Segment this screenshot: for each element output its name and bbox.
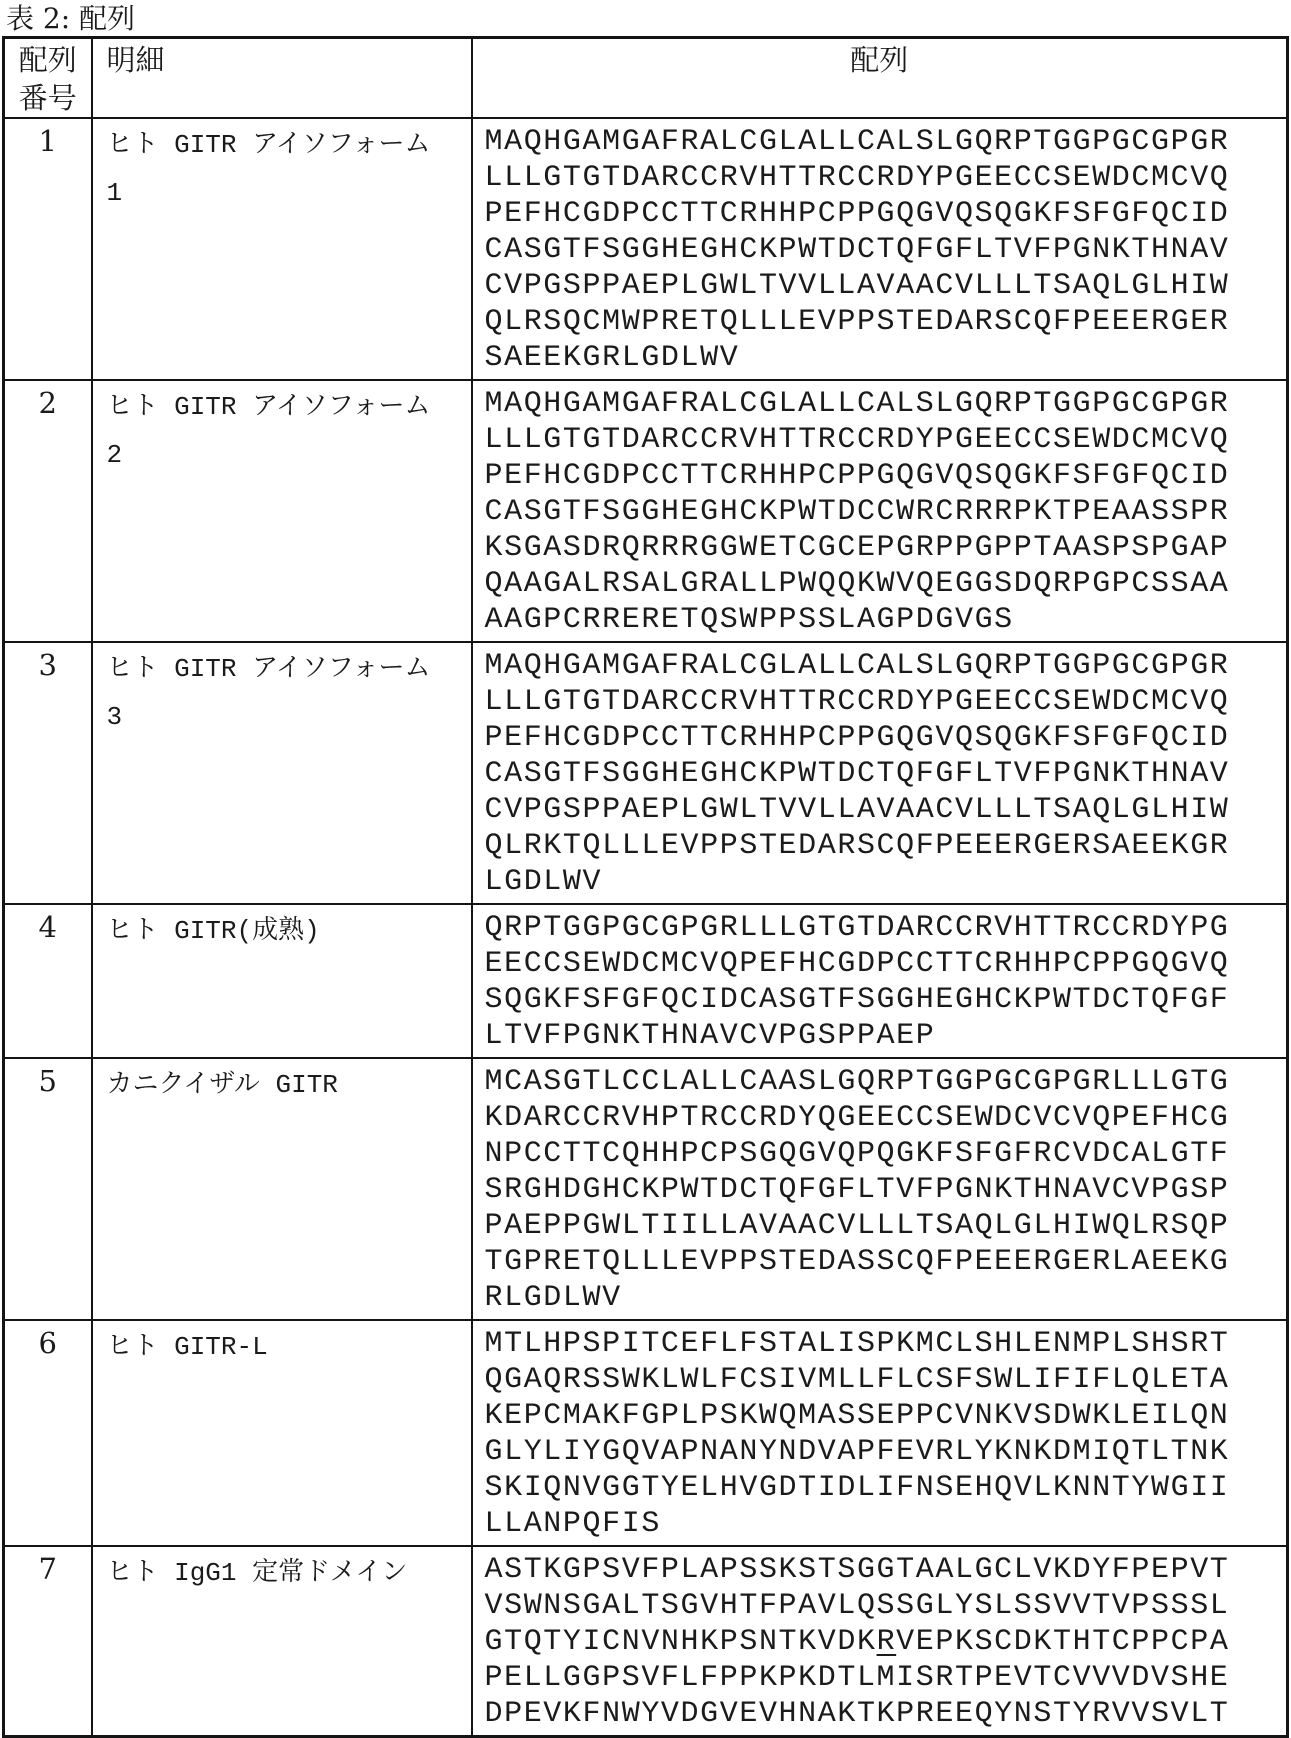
sequence-line: PEFHCGDPCCTTCRHHPCPPGQGVQSQGKFSFGFQCID (484, 459, 1230, 493)
sequence-line: PEFHCGDPCCTTCRHHPCPPGQGVQSQGKFSFGFQCID (484, 721, 1230, 755)
sequence-line: AAGPCRRERETQSWPPSSLAGPDGVGS (484, 603, 1014, 637)
seq-id-cell: 3 (4, 642, 92, 904)
sequence-cell (472, 1546, 1288, 1737)
header-seq-id (4, 38, 92, 119)
header-sequence: 配列 (472, 38, 1288, 119)
sequence-line: KSGASDRQRRRGGWETCGCEPGRPPGPPTAASPSPGAP (484, 531, 1230, 565)
underlined-residue: R (876, 1625, 897, 1659)
sequence-line: MAQHGAMGAFRALCGLALLCALSLGQRPTGGPGCGPGR (484, 387, 1230, 421)
sequence-line: GTQTYICNVNHKPSNTKVDKRVEPKSCDKTHTCPPCPA (484, 1625, 1230, 1659)
table-row (4, 118, 1288, 380)
sequence-line: MAQHGAMGAFRALCGLALLCALSLGQRPTGGPGCGPGR (484, 649, 1230, 683)
description-cell: ヒト IgG1 定常ドメイン (92, 1546, 472, 1737)
description-cell: ヒト GITR アイソフォーム 3 (92, 642, 472, 904)
sequence-line: GLYLIYGQVAPNANYNDVAPFEVRLYKNKDMIQTLTNK (484, 1435, 1230, 1469)
sequence-cell (472, 1058, 1288, 1320)
header-row (4, 38, 1288, 119)
sequence-line: TGPRETQLLLEVPPSTEDASSCQFPEEERGERLAEEKG (484, 1245, 1230, 1279)
sequence-line: QRPTGGPGCGPGRLLLGTGTDARCCRVHTTRCCRDYPG (484, 911, 1230, 945)
sequence-line: PEFHCGDPCCTTCRHHPCPPGQGVQSQGKFSFGFQCID (484, 197, 1230, 231)
sequence-line: CASGTFSGGHEGHCKPWTDCTQFGFLTVFPGNKTHNAV (484, 757, 1230, 791)
sequence-cell (472, 904, 1288, 1058)
sequence-cell (472, 1320, 1288, 1546)
sequence-line: EECCSEWDCMCVQPEFHCGDPCCTTCRHHPCPPGQGVQ (484, 947, 1230, 981)
description-cell: ヒト GITR(成熟) (92, 904, 472, 1058)
seq-id-cell: 6 (4, 1320, 92, 1546)
description-cell: カニクイザル GITR (92, 1058, 472, 1320)
sequence-line: VSWNSGALTSGVHTFPAVLQSSGLYSLSSVVTVPSSSL (484, 1589, 1230, 1623)
sequence-line: LGDLWV (484, 865, 603, 899)
sequence-line: RLGDLWV (484, 1281, 622, 1315)
sequence-line: NPCCTTCQHHPCPSGQGVQPQGKFSFGFRCVDCALGTF (484, 1137, 1230, 1171)
sequence-line: QAAGALRSALGRALLPWQQKWVQEGGSDQRPGPCSSAA (484, 567, 1230, 601)
description-cell: ヒト GITR アイソフォーム 1 (92, 118, 472, 380)
sequence-line: DPEVKFNWYVDGVEVHNAKTKPREEQYNSTYRVVSVLT (484, 1697, 1230, 1731)
sequence-line: QLRSQCMWPRETQLLLEVPPSTEDARSCQFPEEERGER (484, 305, 1230, 339)
table-row (4, 642, 1288, 904)
description-cell: ヒト GITR-L (92, 1320, 472, 1546)
header-seq-id-line2: 番号 (18, 81, 77, 115)
sequence-cell (472, 380, 1288, 642)
sequence-table (2, 36, 1289, 1738)
seq-id-cell: 2 (4, 380, 92, 642)
sequence-cell (472, 642, 1288, 904)
seq-id-cell: 1 (4, 118, 92, 380)
sequence-line: SQGKFSFGFQCIDCASGTFSGGHEGHCKPWTDCTQFGF (484, 983, 1230, 1017)
sequence-line: CASGTFSGGHEGHCKPWTDCCWRCRRRPKTPEAASSPR (484, 495, 1230, 529)
sequence-line: SRGHDGHCKPWTDCTQFGFLTVFPGNKTHNAVCVPGSP (484, 1173, 1230, 1207)
table-row (4, 1058, 1288, 1320)
sequence-line: LTVFPGNKTHNAVCVPGSPPAEP (484, 1019, 936, 1053)
sequence-line: QGAQRSSWKLWLFCSIVMLLFLCSFSWLIFIFLQLETA (484, 1363, 1230, 1397)
sequence-line: PELLGGPSVFLFPPKPKDTLMISRTPEVTCVVVDVSHE (484, 1661, 1230, 1695)
header-seq-id-line1: 配列 (18, 43, 77, 77)
sequence-line: MAQHGAMGAFRALCGLALLCALSLGQRPTGGPGCGPGR (484, 125, 1230, 159)
table-row (4, 1320, 1288, 1546)
seq-id-cell: 4 (4, 904, 92, 1058)
sequence-line: LLLGTGTDARCCRVHTTRCCRDYPGEECCSEWDCMCVQ (484, 685, 1230, 719)
description-cell: ヒト GITR アイソフォーム 2 (92, 380, 472, 642)
table-row (4, 1546, 1288, 1737)
table-row (4, 904, 1288, 1058)
sequence-line: CVPGSPPAEPLGWLTVVLLAVAACVLLLTSAQLGLHIW (484, 793, 1230, 827)
sequence-line: MCASGTLCCLALLCAASLGQRPTGGPGCGPGRLLLGTG (484, 1065, 1230, 1099)
sequence-line: MTLHPSPITCEFLFSTALISPKMCLSHLENMPLSHSRT (484, 1327, 1230, 1361)
sequence-line: QLRKTQLLLEVPPSTEDARSCQFPEEERGERSAEEKGR (484, 829, 1230, 863)
seq-id-cell: 7 (4, 1546, 92, 1737)
sequence-line: CVPGSPPAEPLGWLTVVLLAVAACVLLLTSAQLGLHIW (484, 269, 1230, 303)
sequence-line: LLLGTGTDARCCRVHTTRCCRDYPGEECCSEWDCMCVQ (484, 423, 1230, 457)
sequence-line: LLLGTGTDARCCRVHTTRCCRDYPGEECCSEWDCMCVQ (484, 161, 1230, 195)
sequence-line: LLANPQFIS (484, 1507, 661, 1541)
sequence-line: SKIQNVGGTYELHVGDTIDLIFNSEHQVLKNNTYWGII (484, 1471, 1230, 1505)
table-row (4, 380, 1288, 642)
sequence-line: KDARCCRVHPTRCCRDYQGEECCSEWDCVCVQPEFHCG (484, 1101, 1230, 1135)
sequence-line: KEPCMAKFGPLPSKWQMASSEPPCVNKVSDWKLEILQN (484, 1399, 1230, 1433)
header-description: 明細 (92, 38, 472, 119)
sequence-line: CASGTFSGGHEGHCKPWTDCTQFGFLTVFPGNKTHNAV (484, 233, 1230, 267)
seq-id-cell: 5 (4, 1058, 92, 1320)
sequence-line: ASTKGPSVFPLAPSSKSTSGGTAALGCLVKDYFPEPVT (484, 1553, 1230, 1587)
page-title: 表 2: 配列 (6, 2, 136, 35)
sequence-line: SAEEKGRLGDLWV (484, 341, 740, 375)
sequence-line: PAEPPGWLTIILLAVAACVLLLTSAQLGLHIWQLRSQP (484, 1209, 1230, 1243)
sequence-table-body (4, 118, 1288, 1737)
sequence-cell (472, 118, 1288, 380)
